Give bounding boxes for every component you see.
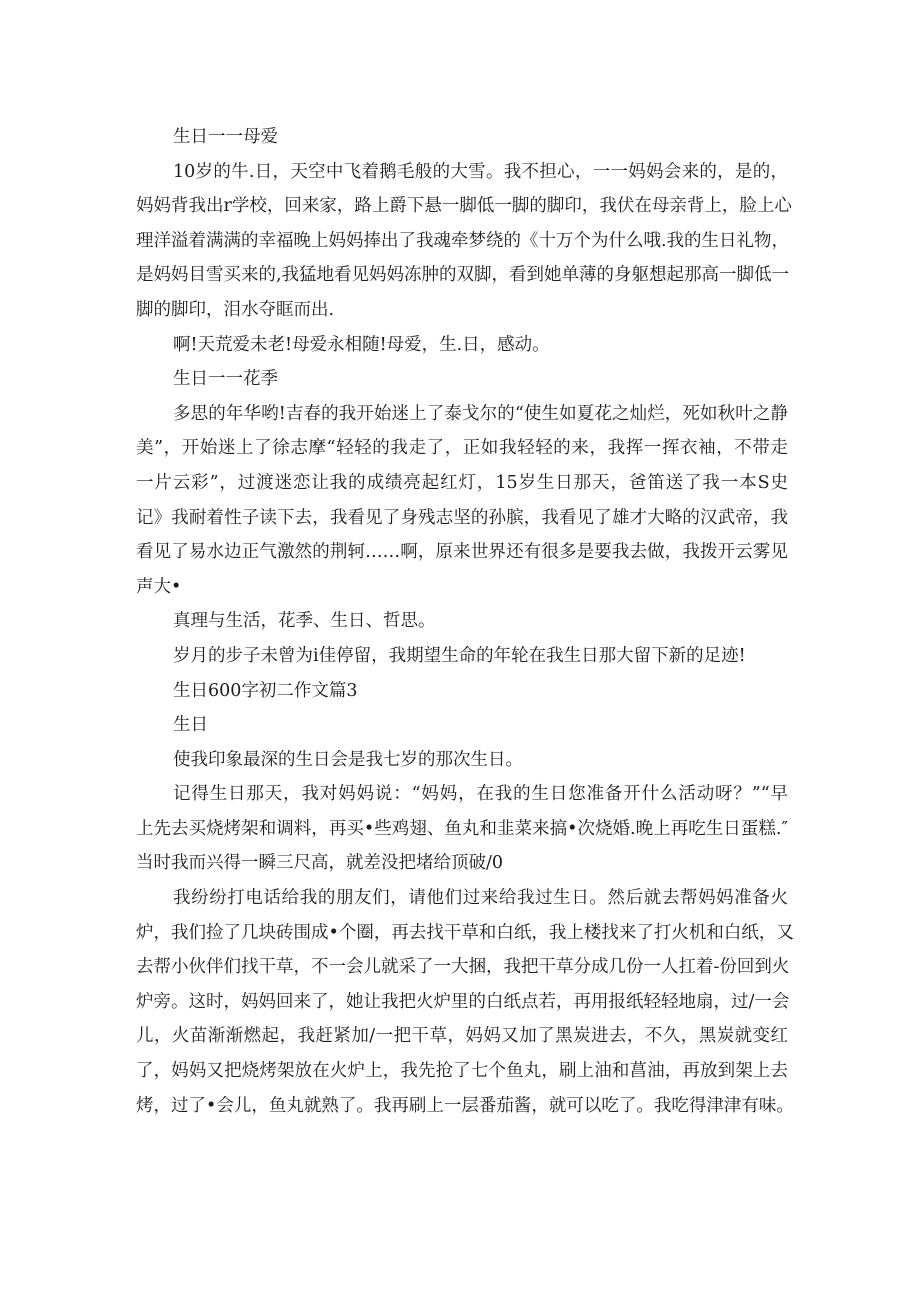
paragraph-line: 多思的年华哟!吉春的我开始迷上了泰戈尔的“使生如夏花之灿烂，死如秋叶之静	[173, 403, 788, 424]
document-body	[136, 120, 794, 1123]
paragraph-line: 儿，火苗渐渐燃起，我赶紧加/一把干草，妈妈又加了黑炭进去，不久，黑炭就变红	[136, 1026, 788, 1047]
paragraph-line: 是妈妈目雪买来的,我猛地看见妈妈冻肿的双脚，看到她单薄的身躯想起那高一脚低一	[136, 265, 790, 286]
paragraph-line: 妈妈背我出r学校，回来家，路上爵下悬一脚低一脚的脚印，我伏在母亲背上，脸上心	[136, 196, 792, 217]
paragraph-line: 10岁的牛.日，天空中飞着鹅毛般的大雪。我不担心，一一妈妈会来的，是的，	[173, 161, 788, 182]
paragraph-line: 记》我耐着性子读下去，我看见了身残志坚的孙膑，我看见了雄才大略的汉武帝，我	[136, 507, 788, 528]
paragraph-line: 一片云彩”，过渡迷恋让我的成绩亮起红灯，15岁生日那天，爸笛送了我一本S史	[136, 472, 788, 493]
paragraph-line: 使我印象最深的生日会是我七岁的那次生日。	[173, 749, 523, 770]
section-heading-flower-season: 生日一一花季	[173, 369, 278, 390]
article-title: 生日600字初二作文篇3	[173, 680, 358, 701]
paragraph-line: 烤，过了•会儿，鱼丸就熟了。我再刷上一层番茄酱，就可以吃了。我吃得津津有味。	[136, 1095, 794, 1116]
paragraph-line: 脚的脚印，泪水夺眶而出.	[136, 299, 335, 320]
paragraph-line: 看见了易水边正气激然的荆轲……啊，原来世界还有很多是要我去做，我拨开云雾见	[136, 542, 788, 563]
paragraph-line: 炉旁。这时，妈妈回来了，她让我把火炉里的白纸点若，再用报纸轻轻地扇，过/一会	[136, 991, 790, 1012]
paragraph-line: 记得生日那天，我对妈妈说：“妈妈，在我的生日您准备开什么活动呀？”“早	[173, 784, 788, 805]
paragraph-line: 声大•	[136, 576, 182, 597]
paragraph-line: 啊!天荒爱未老!母爱永相随!母爱，生.日，感动。	[173, 334, 550, 355]
paragraph-line: 炉，我们捡了几块砖围成•个圈，再去找干草和白纸，我上楼找来了打火机和白纸，又	[136, 922, 794, 943]
paragraph-line: 上先去买烧烤架和调料，再买•些鸡翅、鱼丸和韭菜来搞•次烧婚.晚上再吃生日蛋糕.″	[136, 818, 788, 839]
paragraph-line: 理洋溢着满满的幸福晚上妈妈捧出了我魂牵梦绕的《十万个为什么哦.我的生日礼物，	[136, 230, 790, 251]
section-heading-birthday: 生日	[173, 715, 208, 736]
section-heading-mother-love: 生日一一母爱	[173, 127, 278, 147]
paragraph-line: 去帮小伙伴们找干草，不一会儿就采了一大捆，我把干草分成几份一人扛着-份回到火	[136, 957, 790, 978]
paragraph-line: 了，妈妈又把烧烤架放在火炉上，我先抢了七个鱼丸，刷上油和菖油，再放到架上去	[136, 1061, 788, 1082]
paragraph-line: 美”，开始迷上了徐志摩“轻轻的我走了，正如我轻轻的来，我挥一挥衣袖，不带走	[136, 438, 788, 459]
paragraph-line: 岁月的步子未曾为i佳停留，我期望生命的年轮在我生日那大留下新的足迹!	[173, 645, 746, 666]
paragraph-line: 当时我而兴得一瞬三尺高，就差没把堵给顶破/0	[136, 853, 504, 874]
paragraph-line: 我纷纷打电话给我的朋友们，请他们过来给我过生日。然后就去帮妈妈准备火	[173, 888, 788, 909]
paragraph-line: 真理与生活，花季、生日、哲思。	[173, 611, 436, 632]
